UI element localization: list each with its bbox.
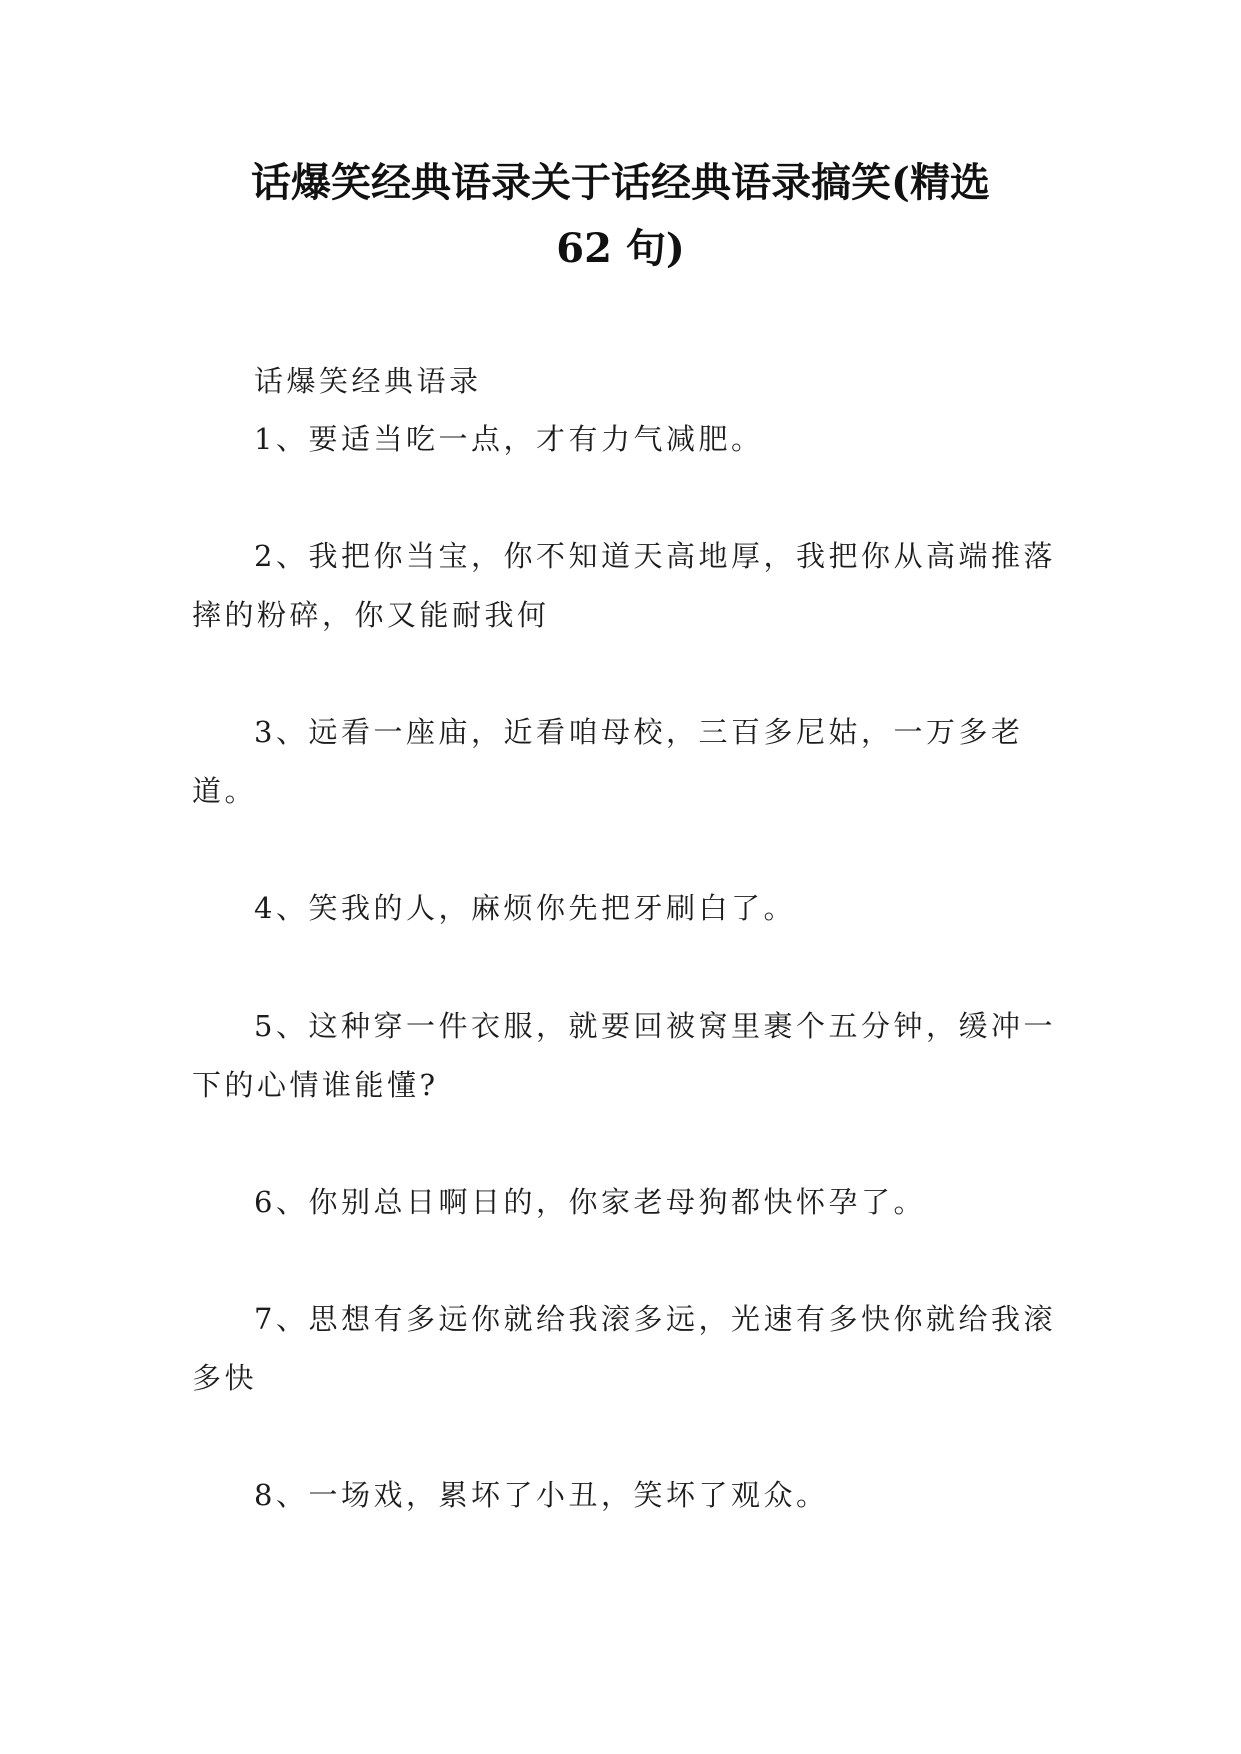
quote-item-7: 7、思想有多远你就给我滚多远，光速有多快你就给我滚多快: [192, 1302, 1056, 1395]
title-line-2: 62 句): [556, 225, 685, 272]
section-heading: 话爆笑经典语录: [254, 364, 482, 398]
title-line-1: 话爆笑经典语录关于话经典语录搞笑(精选: [251, 159, 990, 206]
quote-item-3: 3、远看一座庙，近看咱母校，三百多尼姑，一万多老道。: [192, 715, 1024, 808]
quote-item-6: 6、你别总日啊日的，你家老母狗都快怀孕了。: [254, 1185, 926, 1219]
quote-item-2: 2、我把你当宝，你不知道天高地厚，我把你从高端推落摔的粉碎，你又能耐我何: [192, 539, 1056, 632]
quote-item-8: 8、一场戏，累坏了小丑，笑坏了观众。: [254, 1478, 829, 1512]
page-title: [160, 150, 1081, 282]
quote-item-4: 4、笑我的人，麻烦你先把牙刷白了。: [254, 891, 796, 925]
quote-item-5: 5、这种穿一件衣服，就要回被窝里裹个五分钟，缓冲一下的心情谁能懂?: [192, 1009, 1056, 1102]
quote-item-1: 1、要适当吃一点，才有力气减肥。: [254, 422, 764, 456]
